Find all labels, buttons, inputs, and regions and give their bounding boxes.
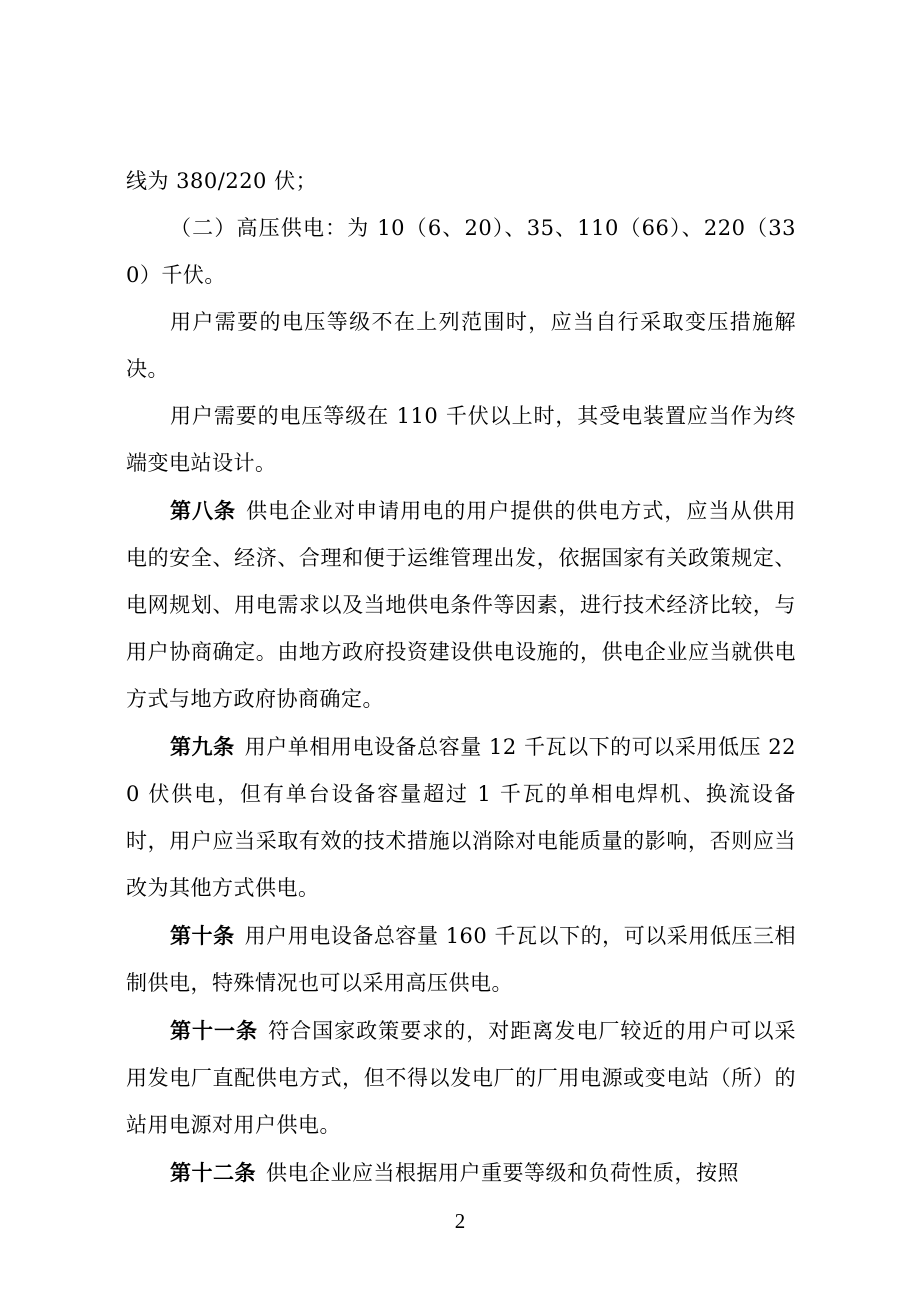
paragraph-text: 用户需要的电压等级不在上列范围时，应当自行采取变压措施解决。 <box>126 310 796 381</box>
paragraph-voltage-outside-range <box>126 299 796 393</box>
paragraph-high-voltage <box>126 205 796 299</box>
article-heading: 第九条 <box>170 734 235 759</box>
paragraph-text: （二）高压供电：为 10（6、20）、35、110（66）、220（330）千伏。 <box>126 216 796 287</box>
article-heading: 第八条 <box>170 498 237 523</box>
article-heading: 第十二条 <box>170 1160 256 1185</box>
article-heading: 第十条 <box>170 923 235 948</box>
article-heading: 第十一条 <box>170 1018 259 1043</box>
paragraph-text: 用户用电设备总容量 160 千瓦以下的，可以采用低压三相制供电，特殊情况也可以采用高压供电。 <box>126 924 797 995</box>
article-10 <box>126 912 796 1007</box>
article-11 <box>126 1007 796 1149</box>
paragraph-text: 供电企业对申请用电的用户提供的供电方式，应当从供用电的安全、经济、合理和便于运维管理出发，依据国家有关政策规定、电网规划、用电需求以及当地供电条件等因素，进行技术经济比较，与用户协商确定。由地方政府投资建设供电设施的，供电企业应当就供电方式与地方政府协商确定。 <box>126 499 797 711</box>
body-text <box>126 158 796 1197</box>
article-9 <box>126 723 796 912</box>
article-12 <box>126 1149 796 1197</box>
paragraph-text: 用户需要的电压等级在 110 千伏以上时，其受电装置应当作为终端变电站设计。 <box>126 404 796 475</box>
paragraph-text: 供电企业应当根据用户重要等级和负荷性质，按照 <box>266 1161 739 1185</box>
paragraph-text: 符合国家政策要求的，对距离发电厂较近的用户可以采用发电厂直配供电方式，但不得以发电厂的厂用电源或变电站（所）的站用电源对用户供电。 <box>126 1019 797 1137</box>
paragraph-voltage-above-110kv <box>126 393 796 487</box>
article-8 <box>126 487 796 723</box>
paragraph-continuation <box>126 158 796 205</box>
paragraph-text: 用户单相用电设备总容量 12 千瓦以下的可以采用低压 220 伏供电，但有单台设备容量超过 1 千瓦的单相电焊机、换流设备时，用户应当采取有效的技术措施以消除对电能质量的影响，否则应当改为其他方式供电。 <box>126 735 797 900</box>
page-number: 2 <box>454 1209 466 1233</box>
paragraph-text: 线为 380/220 伏； <box>126 169 318 193</box>
